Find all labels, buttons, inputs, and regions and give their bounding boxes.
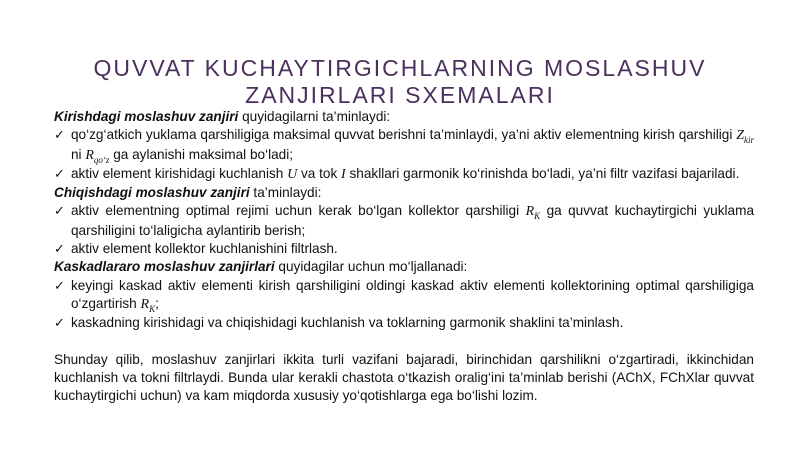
math-letter: R bbox=[85, 147, 94, 163]
check-icon: ✓ bbox=[54, 127, 65, 143]
item-text: aktiv element kirishidagi kuchlanish bbox=[71, 165, 288, 181]
math-symbol bbox=[85, 148, 109, 163]
section-heading-interstage-matching bbox=[54, 258, 754, 276]
check-icon: ✓ bbox=[54, 165, 65, 181]
math-subscript: qo‘z bbox=[93, 154, 110, 165]
section-heading-title: Kirishdagi moslashuv zanjiri bbox=[54, 109, 239, 124]
math-symbol bbox=[525, 204, 541, 222]
math-symbol bbox=[736, 128, 754, 146]
section-heading-title: Chiqishdagi moslashuv zanjiri bbox=[54, 185, 250, 201]
section-heading-rest: ta’minlaydi: bbox=[249, 185, 322, 201]
math-letter: R bbox=[140, 296, 150, 312]
list-item bbox=[54, 126, 754, 165]
math-symbol bbox=[141, 297, 156, 312]
list-item bbox=[54, 240, 754, 258]
list-item bbox=[54, 165, 754, 184]
math-subscript: K bbox=[149, 303, 156, 314]
slide-title-line-1: QUVVAT KUCHAYTIRGICHLARNING MOSLASHUV bbox=[93, 55, 707, 82]
summary-paragraph: Shunday qilib, moslashuv zanjirlari ikkita turli vazifani bajaradi, birinchidan qarshilikni o‘zgartiradi, ikkinchidan kuchlanish va tokni filtrlaydi. Bunda ular kerakli chastota o‘tkazish oralig‘ini ta’minlab berishi (AChX, FChXlar quvvat kuchaytirgichi uchun) va kam miqdorda xususiy yo‘qotishlarga ega bo‘lishi lozim. bbox=[54, 351, 754, 404]
item-text: kaskadning kirishidagi va chiqishidagi kuchlanish va toklarning garmonik shaklini ta’minlash. bbox=[71, 315, 624, 331]
math-subscript: K bbox=[534, 211, 541, 222]
check-icon: ✓ bbox=[54, 277, 65, 293]
section-heading-rest: quyidagilarni ta’minlaydi: bbox=[238, 109, 391, 124]
slide-title-line-2: ZANJIRLARI SXEMALARI bbox=[245, 82, 555, 109]
math-letter: R bbox=[525, 204, 535, 220]
list-item bbox=[54, 314, 754, 332]
math-symbol: U bbox=[287, 166, 298, 182]
bullet-list-output-matching bbox=[54, 202, 754, 258]
list-item bbox=[54, 202, 754, 240]
item-text: aktiv elementning optimal rejimi uchun kerak bo‘lgan kollektor qarshiligi bbox=[71, 203, 526, 219]
item-text: ga quvvat kuchaytirgichi yuklama qarshiligini to‘laligicha aylantirib berish; bbox=[71, 203, 755, 238]
slide-content bbox=[54, 108, 754, 419]
section-heading-title: Kaskadlararo moslashuv zanjirlari bbox=[54, 259, 275, 275]
check-icon: ✓ bbox=[54, 203, 65, 219]
check-icon: ✓ bbox=[54, 241, 65, 257]
item-text: ga aylanishi maksimal bo‘ladi; bbox=[109, 146, 294, 162]
slide-title bbox=[60, 55, 740, 109]
bullet-list-input-matching bbox=[54, 126, 754, 184]
item-text: va tok bbox=[297, 165, 342, 181]
section-heading-rest: quyidagilar uchun mo‘ljallanadi: bbox=[274, 259, 468, 275]
section-heading-output-matching bbox=[54, 184, 754, 202]
check-icon: ✓ bbox=[54, 315, 65, 331]
item-text: aktiv element kollektor kuchlanishini filtrlash. bbox=[71, 241, 338, 257]
section-heading-input-matching bbox=[54, 108, 754, 126]
bullet-list-interstage-matching bbox=[54, 277, 754, 333]
item-text: shakllari garmonik ko‘rinishda bo‘ladi, ya’ni filtr vazifasi bajariladi. bbox=[345, 165, 740, 181]
item-text: ni bbox=[71, 146, 86, 162]
item-text: qo‘zg‘atkich yuklama qarshiligiga maksimal quvvat berishni ta’minlaydi, ya’ni aktiv elementning kirish qarshiligi bbox=[71, 127, 737, 143]
item-text: ; bbox=[155, 295, 159, 311]
item-text: keyingi kaskad aktiv elementi kirish qarshiligini oldingi kaskad aktiv elementi kollektorining optimal qarshiligiga o‘zgartirish bbox=[71, 277, 754, 311]
list-item bbox=[54, 277, 754, 315]
math-letter: Z bbox=[736, 128, 744, 144]
math-subscript: kir bbox=[744, 135, 754, 146]
math-symbol: I bbox=[341, 166, 346, 182]
